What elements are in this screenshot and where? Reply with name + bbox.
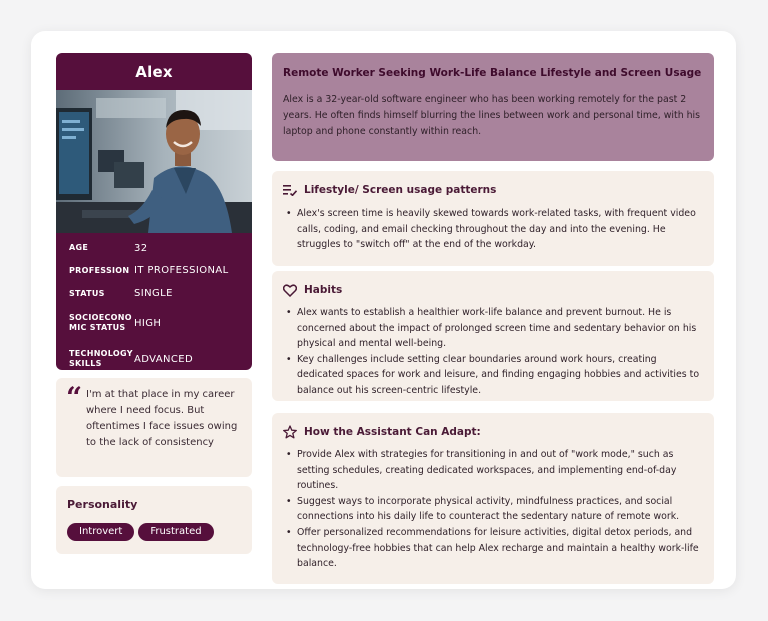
habits-header <box>282 283 342 297</box>
intro-title: Remote Worker Seeking Work-Life Balance Lifestyle and Screen Usage <box>283 67 702 79</box>
personality-panel <box>56 486 252 554</box>
quote-text: I'm at that place in my career where I need focus. But oftentimes I face issues owing to the lack of consistency <box>86 389 238 448</box>
star-icon <box>282 425 298 439</box>
quote-icon: “ <box>66 381 83 414</box>
attribute-value: SINGLE <box>134 288 173 299</box>
heart-icon <box>282 283 298 297</box>
intro-panel <box>272 53 714 161</box>
persona-photo <box>56 90 252 233</box>
list-item: • Alex's screen time is heavily skewed towards work-related tasks, with frequent video calls, coding, and email checking throughout the day and into the evening. He struggles to "switch off" at the end of the workday. <box>286 206 706 253</box>
habits-list <box>286 305 706 399</box>
list-item: • Suggest ways to incorporate physical activity, mindfulness practices, and social connections into his daily life to counteract the sedentary nature of remote work. <box>286 494 706 525</box>
attribute-value: IT PROFESSIONAL <box>134 265 229 276</box>
lifestyle-header <box>282 183 496 197</box>
quote-panel <box>56 378 252 477</box>
attribute-value: ADVANCED <box>134 353 194 365</box>
list-item: • Key challenges include setting clear boundaries around work hours, creating dedicated spaces for work and leisure, and finding engaging hobbies and activities to balance out his screen-centric lifestyle. <box>286 352 706 399</box>
attribute-list <box>56 233 252 370</box>
lifestyle-panel <box>272 171 714 266</box>
attribute-profession <box>56 259 252 282</box>
list-item: • Offer personalized recommendations for leisure activities, digital detox periods, and technology-free hobbies that can help Alex recharge and maintain a healthy work-life balance. <box>286 525 706 572</box>
attribute-value: HIGH <box>134 317 162 329</box>
adapt-header <box>282 425 481 439</box>
adapt-title: How the Assistant Can Adapt: <box>304 426 481 438</box>
personality-tags <box>67 523 214 541</box>
attribute-label: STATUS <box>69 288 105 298</box>
persona-name: Alex <box>135 63 173 81</box>
profile-panel <box>56 53 252 370</box>
attribute-label: PROFESSION <box>69 265 130 275</box>
personality-tag: Introvert <box>67 523 134 541</box>
personality-title: Personality <box>67 498 138 511</box>
personality-tag: Frustrated <box>138 523 213 541</box>
attribute-label: AGE <box>69 243 89 252</box>
habits-panel <box>272 271 714 401</box>
habits-title: Habits <box>304 284 343 296</box>
attribute-technology-skills <box>56 341 252 370</box>
intro-text: Alex is a 32-year-old software engineer who has been working remotely for the past 2 years. He often finds himself blurring the lines between work and personal time, with his laptop and phone constantly within reach. <box>283 94 701 137</box>
attribute-value: 32 <box>134 242 148 254</box>
attribute-label: TECHNOLOGY SKILLS <box>69 349 133 368</box>
lifestyle-list <box>286 206 706 253</box>
attribute-label: SOCIOECONO MIC STATUS <box>69 313 132 332</box>
list-item: • Alex wants to establish a healthier work-life balance and prevent burnout. He is concerned about the impact of prolonged screen time and sedentary behavior on his physical and mental well-being. <box>286 305 706 352</box>
adapt-panel <box>272 413 714 584</box>
list-check-icon <box>282 183 298 197</box>
attribute-age <box>56 237 252 259</box>
adapt-list <box>286 447 706 572</box>
attribute-status <box>56 282 252 305</box>
lifestyle-title: Lifestyle/ Screen usage patterns <box>304 184 497 196</box>
attribute-socioeconomic-status <box>56 305 252 341</box>
list-item: • Provide Alex with strategies for transitioning in and out of "work mode," such as setting schedules, creating dedicated workspaces, and implementing end-of-day routines. <box>286 447 706 494</box>
